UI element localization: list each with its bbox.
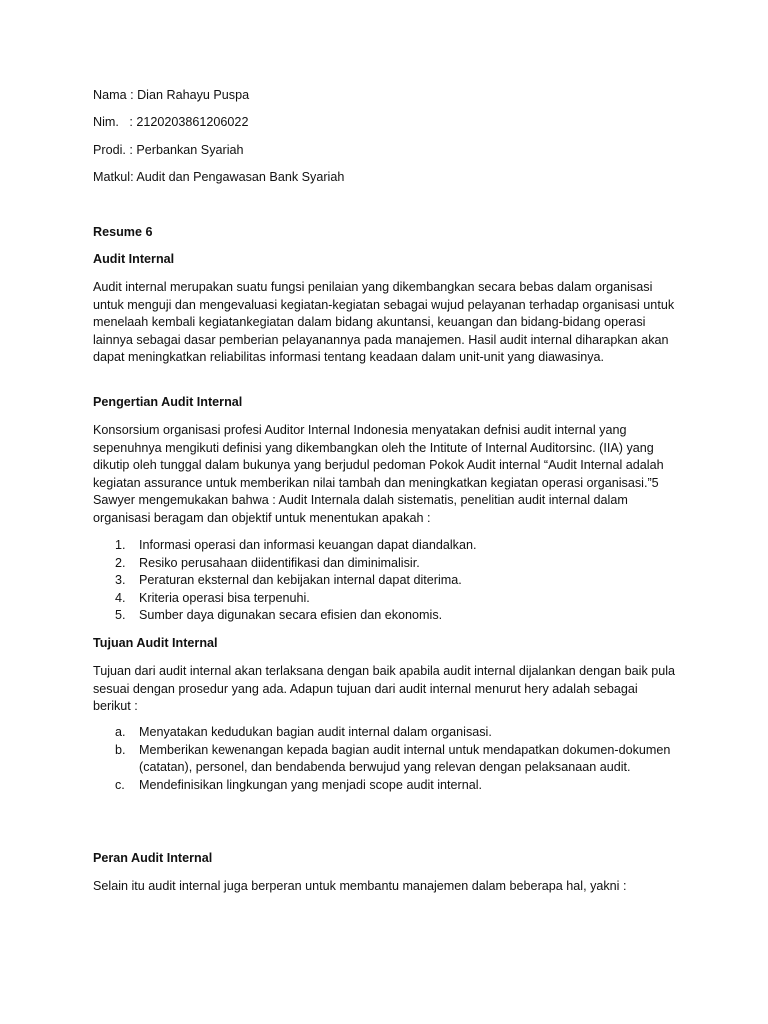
header-nama: Nama : Dian Rahayu Puspa xyxy=(93,88,250,102)
header-prodi: Prodi. : Perbankan Syariah xyxy=(93,143,244,157)
list-item xyxy=(93,777,678,795)
list-marker: 1. xyxy=(115,538,126,552)
section-body-peran: Selain itu audit internal juga berperan untuk membantu manajemen dalam beberapa hal, yakni : xyxy=(93,879,627,893)
list-item-text: Mendefinisikan lingkungan yang menjadi scope audit internal. xyxy=(139,777,483,792)
list-marker: c. xyxy=(115,777,125,792)
list-marker: b. xyxy=(115,742,126,757)
tujuan-list xyxy=(93,724,678,794)
list-item xyxy=(93,724,678,742)
list-item xyxy=(93,607,678,625)
list-item-text: Memberikan kewenangan kepada bagian audit internal untuk mendapatkan dokumen-dokumen (catatan), personel, dan bendabenda berwujud yang relevan dengan pelaksanaan audit. xyxy=(139,742,671,775)
list-item xyxy=(93,572,678,590)
list-item-text: Kriteria operasi bisa terpenuhi. xyxy=(139,590,310,605)
section-body-audit-internal: Audit internal merupakan suatu fungsi penilaian yang dikembangkan secara bebas dalam organisasi untuk menguji dan mengevaluasi kegiatan-kegiatan sebagai wujud pelayanan terhadap organisasi untuk menelaah kembali kegiatankegiatan dalam bidang akuntansi, keuangan dan bidang-bidang operasi lainnya sebagai dasar pemberian pelayanannya pada manajemen. Hasil audit internal diharapkan akan dapat meningkatkan reliabilitas informasi tentang keadaan dalam unit-unit yang diawasinya. xyxy=(93,280,675,365)
list-marker: 4. xyxy=(115,590,126,605)
list-item-text: Resiko perusahaan diidentifikasi dan diminimalisir. xyxy=(139,555,420,570)
list-item-text: Sumber daya digunakan secara efisien dan ekonomis. xyxy=(139,608,443,623)
section-body-pengertian: Konsorsium organisasi profesi Auditor Internal Indonesia menyatakan defnisi audit internal yang sepenuhnya mengikuti definisi yang dikembangkan oleh the Intitute of Internal Auditorsinc. (IIA) yang dikutip oleh tunggal dalam bukunya yang berjudul pedoman Pokok Audit internal “Audit Internal adalah kegiatan assurance untuk memberikan nilai tambah dan meningkatkan kegiatan operasi organisasi.”5 Sawyer mengemukakan bahwa : Audit Internala dalah sistematis, penelitian audit internal dalam organisasi beragam dan objektif untuk menentukan apakah : xyxy=(93,423,664,525)
pengertian-list xyxy=(93,537,678,625)
list-item-text: Peraturan eksternal dan kebijakan internal dapat diterima. xyxy=(139,573,462,588)
section-heading-peran: Peran Audit Internal xyxy=(93,851,213,865)
list-item-text: Informasi operasi dan informasi keuangan dapat diandalkan. xyxy=(139,538,477,552)
header-nim: Nim. : 2120203861206022 xyxy=(93,115,249,129)
section-heading-tujuan: Tujuan Audit Internal xyxy=(93,636,218,650)
list-marker: 5. xyxy=(115,608,126,623)
section-heading-audit-internal: Audit Internal xyxy=(93,252,175,266)
section-body-tujuan: Tujuan dari audit internal akan terlaksana dengan baik apabila audit internal dijalankan dengan baik pula sesuai dengan prosedur yang ada. Adapun tujuan dari audit internal menurut hery adalah sebagai berikut : xyxy=(93,664,676,714)
list-item xyxy=(93,590,678,608)
section-heading-pengertian: Pengertian Audit Internal xyxy=(93,395,243,409)
list-item-text: Menyatakan kedudukan bagian audit internal dalam organisasi. xyxy=(139,725,492,739)
list-marker: 2. xyxy=(115,555,126,570)
list-item xyxy=(93,537,678,555)
header-matkul: Matkul: Audit dan Pengawasan Bank Syariah xyxy=(93,170,345,184)
list-marker: a. xyxy=(115,725,126,739)
list-item xyxy=(93,742,678,777)
list-item xyxy=(93,555,678,573)
resume-title: Resume 6 xyxy=(93,225,153,239)
list-marker: 3. xyxy=(115,573,126,588)
